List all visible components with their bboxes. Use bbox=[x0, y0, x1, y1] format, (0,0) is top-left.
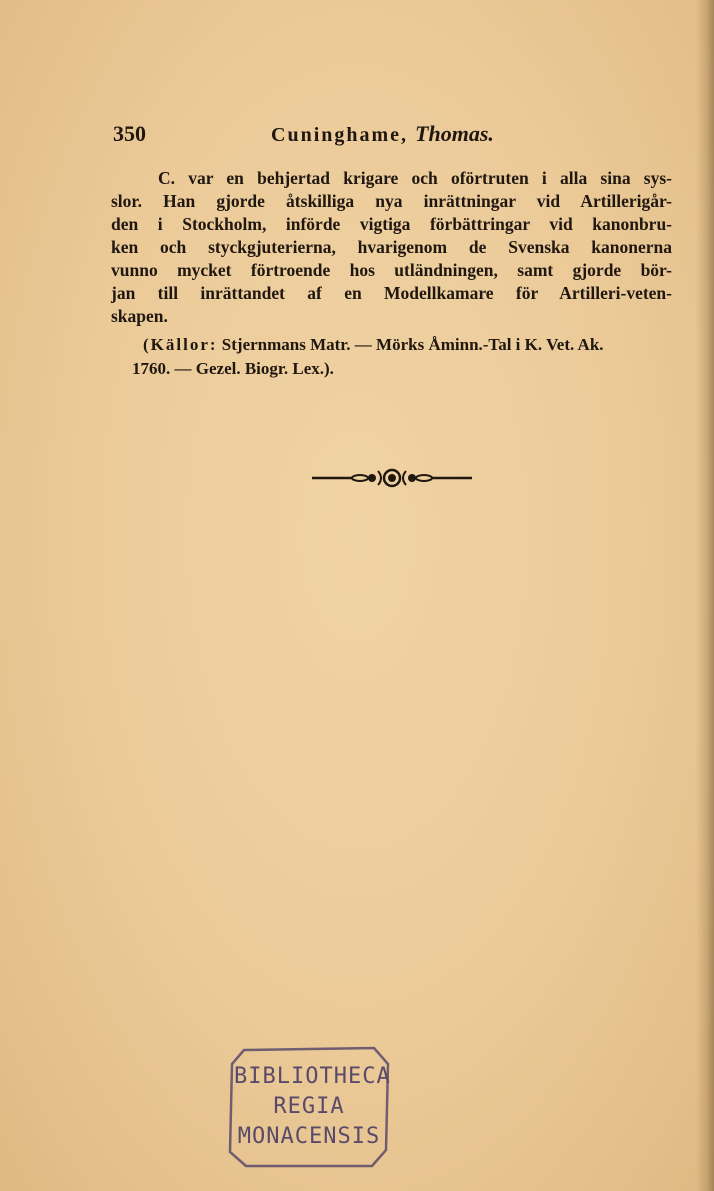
running-head bbox=[271, 121, 494, 147]
sources-line-1 bbox=[143, 333, 672, 357]
stamp-text bbox=[234, 1062, 391, 1152]
sources-note bbox=[132, 333, 672, 381]
sources-text: Stjernmans Matr. — Mörks Åminn.-Tal i K. Vet. Ak. bbox=[221, 335, 604, 354]
library-stamp bbox=[224, 1040, 394, 1170]
text-line: jan till inrättandet af en Modellkamare för Artilleri-veten- bbox=[111, 283, 672, 303]
text-line: skapen. bbox=[111, 306, 168, 326]
ornament-divider bbox=[312, 468, 472, 488]
stamp-line: BIBLIOTHECA bbox=[234, 1064, 391, 1089]
running-head-forename: Thomas. bbox=[415, 121, 494, 146]
page-header bbox=[113, 121, 673, 149]
text-line: ken och styckgjuterierna, hvarigenom de Svenska kanonerna bbox=[111, 237, 672, 257]
sources-line-2: 1760. — Gezel. Biogr. Lex.). bbox=[132, 359, 334, 378]
text-line: vunno mycket förtroende hos utländningen, samt gjorde bör- bbox=[111, 260, 672, 280]
running-head-surname: Cuninghame, bbox=[271, 124, 409, 146]
page-edge-shadow bbox=[696, 0, 714, 1191]
text-line: C. var en behjertad krigare och oförtruten i alla sina sys- bbox=[158, 168, 672, 188]
page-number: 350 bbox=[113, 121, 146, 146]
text-line: den i Stockholm, införde vigtiga förbättringar vid kanonbru- bbox=[111, 214, 672, 234]
biography-paragraph bbox=[111, 167, 672, 328]
stamp-line: MONACENSIS bbox=[237, 1124, 381, 1149]
sources-label: (Källor: bbox=[143, 335, 218, 354]
stamp-line: REGIA bbox=[273, 1094, 345, 1119]
text-line: slor. Han gjorde åtskilliga nya inrättningar vid Artillerigår- bbox=[111, 191, 672, 211]
